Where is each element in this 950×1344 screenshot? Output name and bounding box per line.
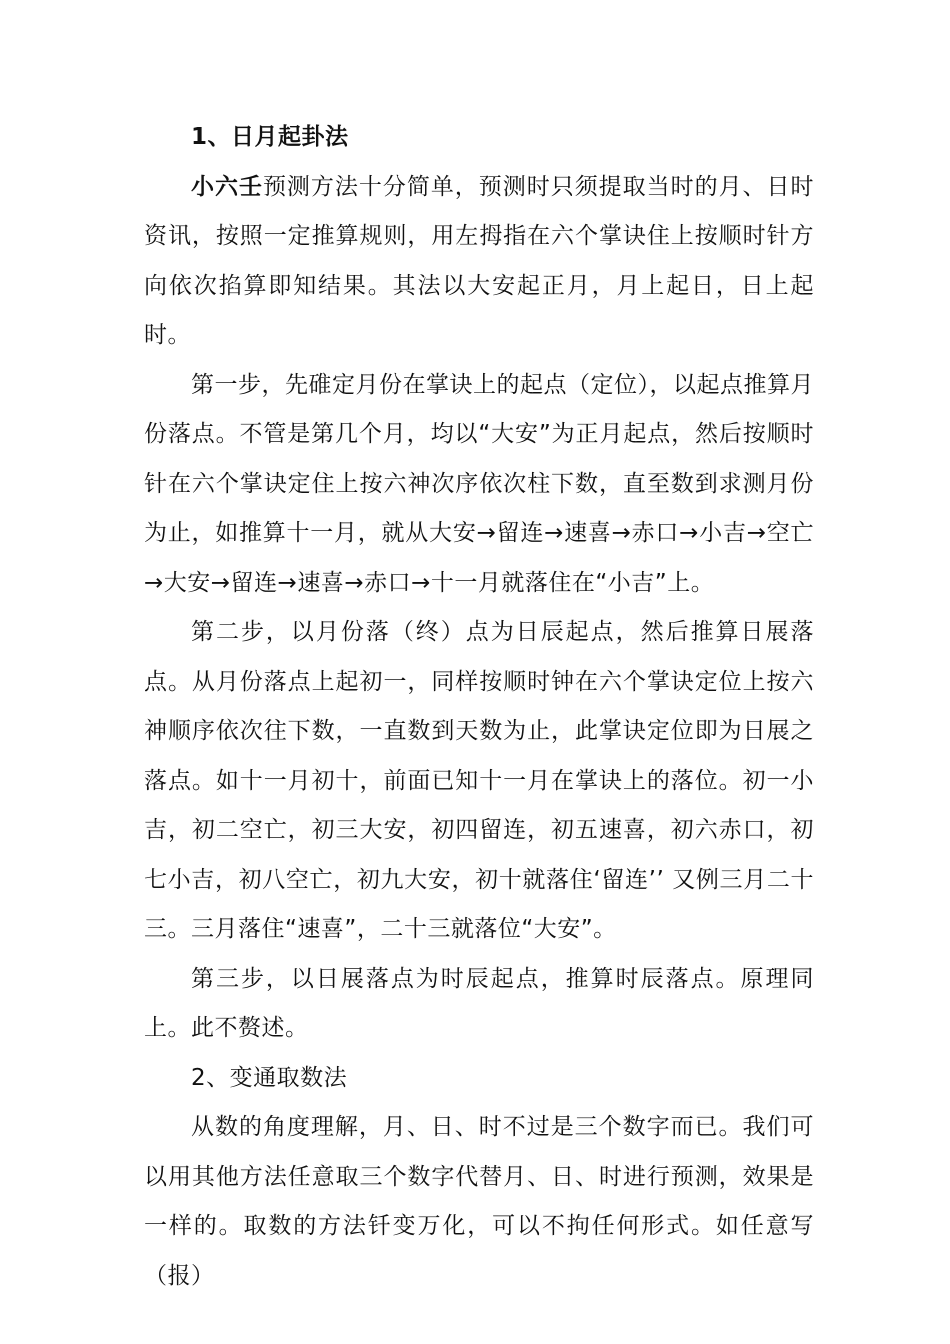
- section-heading-1: 1、日月起卦法: [191, 124, 349, 150]
- section-two-paragraph: 从数的角度理解，月、日、时不过是三个数字而已。我们可以用其他方法任意取三个数字代替月、日、时进行预测，效果是一样的。取数的方法钎变万化，可以不拘任何形式。如任意写（报）: [144, 1114, 814, 1289]
- step-two-paragraph: 第二步，以月份落（终）点为日辰起点，然后推算日展落点。从月份落点上起初一，同样按顺时钟在六个掌诀定位上按六神顺序依次往下数，一直数到天数为止，此掌诀定位即为日展之落点。如十一月初十，前面已知十一月在掌诀上的落位。初一小吉，初二空亡，初三大安，初四留连，初五速喜，初六赤口，初七小吉，初八空亡，初九大安，初十就落住‘留连’’ 又例三月二十三。三月落住“速喜”，二十三就落位“大安”。: [144, 619, 814, 942]
- step-one-paragraph: 第一步，先碓定月份在掌诀上的起点（定位），以起点推算月份落点。不管是第几个月，均以“大安”为正月起点，然后按顺时针在六个掌诀定住上按六神次序依次柱下数，直至数到求测月份为止，如推算十一月，就从大安→留连→速喜→赤口→小吉→空亡→大安→留连→速喜→赤口→十一月就落住在“小吉”上。: [144, 371, 814, 596]
- intro-bold-term: 小六壬: [191, 173, 263, 200]
- intro-paragraph: [144, 163, 814, 361]
- intro-text: 预测方法十分简单，预测时只须提取当时的月、日时资讯，按照一定推算规则，用左拇指在六个掌诀住上按顺时针方向依次掐算即知结果。其法以大安起正月，月上起日，日上起时。: [144, 173, 815, 348]
- step-three-paragraph: 第三步，以日展落点为时辰起点，推算时辰落点。原理同上。此不赘述。: [144, 965, 814, 1041]
- section-heading-2: 2、变通取数法: [191, 1064, 348, 1091]
- document-body: [144, 113, 814, 1301]
